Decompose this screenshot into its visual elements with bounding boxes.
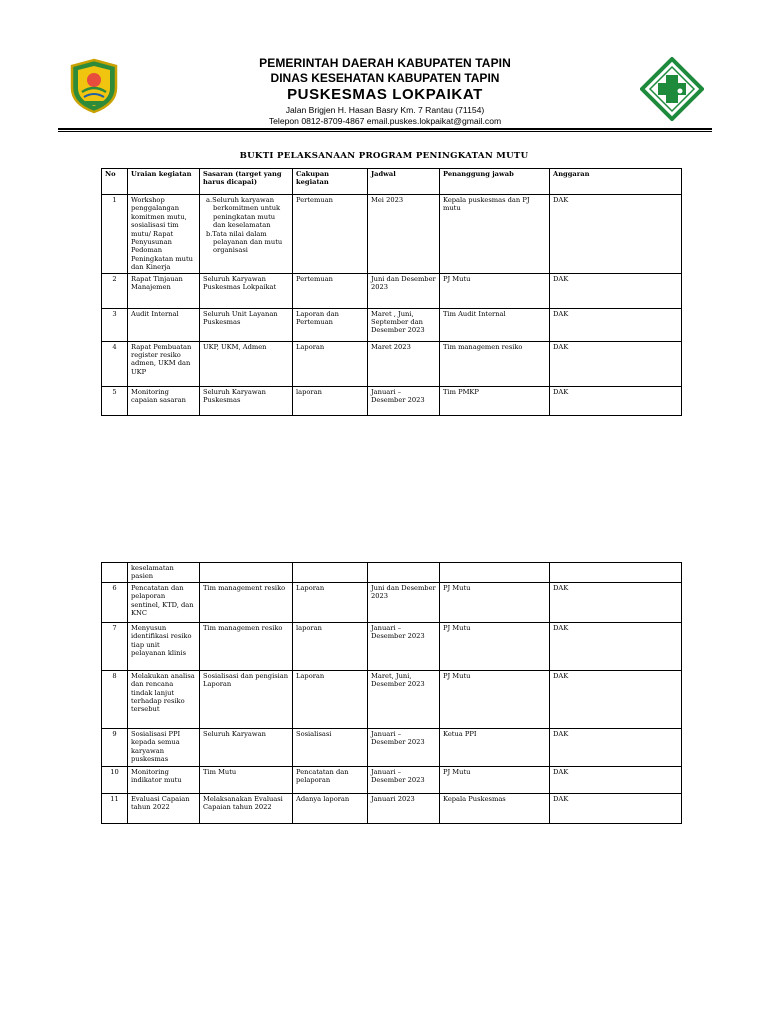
cell-no: 11	[102, 793, 128, 823]
cell-jadwal: Maret , Juni, September dan Desember 2023	[368, 308, 440, 341]
cell-pj: PJ Mutu	[440, 273, 550, 308]
cell-sasaran: Sosialisasi dan pengisian Laporan	[200, 670, 293, 728]
cell-uraian: Sosialisasi PPI kepada semua karyawan puskesmas	[128, 728, 200, 766]
table-row	[102, 766, 682, 793]
letterhead-contact: Telepon 0812-8709-4867 email.puskes.lokpaikat@gmail.com	[268, 116, 502, 126]
cell-no: 10	[102, 766, 128, 793]
table-header-row	[102, 169, 682, 195]
cell-jadwal: Juni dan Desember 2023	[368, 582, 440, 622]
cell-no: 7	[102, 622, 128, 670]
cell-pj: PJ Mutu	[440, 622, 550, 670]
cell-uraian: Pencatatan dan pelaporan sentinel, KTD, dan KNC	[128, 582, 200, 622]
cell-cakupan: laporan	[293, 386, 368, 415]
cell-sasaran: Seluruh Karyawan	[200, 728, 293, 766]
cell-cakupan: Pertemuan	[293, 273, 368, 308]
cell-no: 8	[102, 670, 128, 728]
cell-sasaran: Tim Mutu	[200, 766, 293, 793]
cell-uraian: Rapat Tinjauan Manajemen	[128, 273, 200, 308]
table-row	[102, 341, 682, 386]
cell-sasaran	[200, 195, 293, 274]
cell-uraian: Monitoring indikator mutu	[128, 766, 200, 793]
header-uraian: Uraian kegiatan	[128, 169, 200, 195]
header-pj: Penanggung jawab	[440, 169, 550, 195]
table-row-continuation	[102, 563, 682, 583]
letterhead-line3: PUSKESMAS LOKPAIKAT	[287, 86, 483, 103]
table-row	[102, 793, 682, 823]
cell-no: 1	[102, 195, 128, 274]
cell-jadwal: Januari 2023	[368, 793, 440, 823]
cell-no: 3	[102, 308, 128, 341]
letterhead-line1: PEMERINTAH DAERAH KABUPATEN TAPIN	[259, 56, 511, 70]
cell-pj	[440, 563, 550, 583]
cell-pj: PJ Mutu	[440, 582, 550, 622]
header-no: No	[102, 169, 128, 195]
letterhead-rule	[58, 128, 712, 130]
cell-pj: PJ Mutu	[440, 766, 550, 793]
letterhead	[150, 56, 620, 127]
cell-pj: Kepala puskesmas dan PJ mutu	[440, 195, 550, 274]
cell-sasaran: Tim managemen resiko	[200, 622, 293, 670]
cell-sasaran: Tim management resiko	[200, 582, 293, 622]
cell-cakupan: Laporan	[293, 582, 368, 622]
cell-anggaran: DAK	[550, 793, 682, 823]
cell-anggaran	[550, 563, 682, 583]
cell-pj: Tim Audit Internal	[440, 308, 550, 341]
letterhead-address: Jalan Brigjen H. Hasan Basry Km. 7 Rantau (71154)	[285, 105, 485, 115]
cell-jadwal: Januari – Desember 2023	[368, 766, 440, 793]
cell-anggaran: DAK	[550, 273, 682, 308]
table-row	[102, 386, 682, 415]
cell-jadwal	[368, 563, 440, 583]
cell-anggaran: DAK	[550, 195, 682, 274]
cell-pj: Tim managemen resiko	[440, 341, 550, 386]
cell-anggaran: DAK	[550, 308, 682, 341]
cell-anggaran: DAK	[550, 728, 682, 766]
cell-pj: Kepala Puskesmas	[440, 793, 550, 823]
letterhead-rule-thin	[58, 131, 712, 132]
header-cakupan: Cakupan kegiatan	[293, 169, 368, 195]
cell-no: 9	[102, 728, 128, 766]
sasaran-item-a: a.Seluruh karyawan berkomitmen untuk peningkatan mutu dan keselamatan	[206, 196, 281, 230]
table-row	[102, 195, 682, 274]
cell-uraian: Rapat Pembuatan register resiko admen, UKM dan UKP	[128, 341, 200, 386]
cell-cakupan: laporan	[293, 622, 368, 670]
table-row	[102, 728, 682, 766]
cell-uraian: Monitoring capaian sasaran	[128, 386, 200, 415]
header-anggaran: Anggaran	[550, 169, 682, 195]
cell-jadwal: Januari – Desember 2023	[368, 386, 440, 415]
table-row	[102, 273, 682, 308]
cell-anggaran: DAK	[550, 766, 682, 793]
cell-uraian: Menyusun identifikasi resiko tiap unit pelayanan klinis	[128, 622, 200, 670]
cell-jadwal: Maret, Juni, Desember 2023	[368, 670, 440, 728]
cell-jadwal: Januari – Desember 2023	[368, 622, 440, 670]
cell-cakupan: Pertemuan	[293, 195, 368, 274]
program-table-page2	[101, 562, 682, 824]
cell-anggaran: DAK	[550, 622, 682, 670]
cell-anggaran: DAK	[550, 582, 682, 622]
cell-cakupan: Adanya laporan	[293, 793, 368, 823]
cell-no: 4	[102, 341, 128, 386]
program-table-page1	[101, 168, 682, 416]
cell-cakupan: Laporan dan Pertemuan	[293, 308, 368, 341]
cell-no: 6	[102, 582, 128, 622]
table-row	[102, 670, 682, 728]
cell-uraian: Audit Internal	[128, 308, 200, 341]
cell-pj: Ketua PPI	[440, 728, 550, 766]
cell-cakupan: Laporan	[293, 341, 368, 386]
cell-uraian: keselamatan pasien	[128, 563, 200, 583]
table-row	[102, 582, 682, 622]
puskesmas-logo-icon	[640, 57, 704, 121]
header-sasaran: Sasaran (target yang harus dicapai)	[200, 169, 293, 195]
kabupaten-tapin-emblem-icon	[68, 58, 120, 114]
cell-anggaran: DAK	[550, 386, 682, 415]
cell-cakupan: Pencatatan dan pelaporan	[293, 766, 368, 793]
cell-no	[102, 563, 128, 583]
cell-jadwal: Januari – Desember 2023	[368, 728, 440, 766]
cell-pj: Tim PMKP	[440, 386, 550, 415]
letterhead-line2: DINAS KESEHATAN KABUPATEN TAPIN	[270, 71, 500, 85]
table-row	[102, 308, 682, 341]
cell-cakupan: Laporan	[293, 670, 368, 728]
cell-uraian: Melakukan analisa dan rencana tindak lanjut terhadap resiko tersebut	[128, 670, 200, 728]
cell-anggaran: DAK	[550, 341, 682, 386]
sasaran-item-b: b.Tata nilai dalam pelayanan dan mutu organisasi	[206, 229, 283, 255]
cell-pj: PJ Mutu	[440, 670, 550, 728]
cell-uraian: Workshop penggalangan komitmen mutu, sosialisasi tim mutu/ Rapat Penyusunan Pedoman Peningkatan mutu dan Kinerja	[128, 195, 200, 274]
cell-jadwal: Maret 2023	[368, 341, 440, 386]
cell-no: 2	[102, 273, 128, 308]
table-row	[102, 622, 682, 670]
cell-sasaran: Seluruh Karyawan Puskesmas Lokpaikat	[200, 273, 293, 308]
cell-jadwal: Juni dan Desember 2023	[368, 273, 440, 308]
cell-cakupan: Sosialisasi	[293, 728, 368, 766]
cell-sasaran: Seluruh Karyawan Puskesmas	[200, 386, 293, 415]
document-title: BUKTI PELAKSANAAN PROGRAM PENINGKATAN MUTU	[239, 151, 529, 161]
cell-sasaran: Melaksanakan Evaluasi Capaian tahun 2022	[200, 793, 293, 823]
cell-cakupan	[293, 563, 368, 583]
cell-uraian: Evaluasi Capaian tahun 2022	[128, 793, 200, 823]
cell-sasaran	[200, 563, 293, 583]
cell-sasaran: Seluruh Unit Layanan Puskesmas	[200, 308, 293, 341]
cell-sasaran: UKP, UKM, Admen	[200, 341, 293, 386]
cell-no: 5	[102, 386, 128, 415]
cell-jadwal: Mei 2023	[368, 195, 440, 274]
header-jadwal: Jadwal	[368, 169, 440, 195]
cell-anggaran: DAK	[550, 670, 682, 728]
